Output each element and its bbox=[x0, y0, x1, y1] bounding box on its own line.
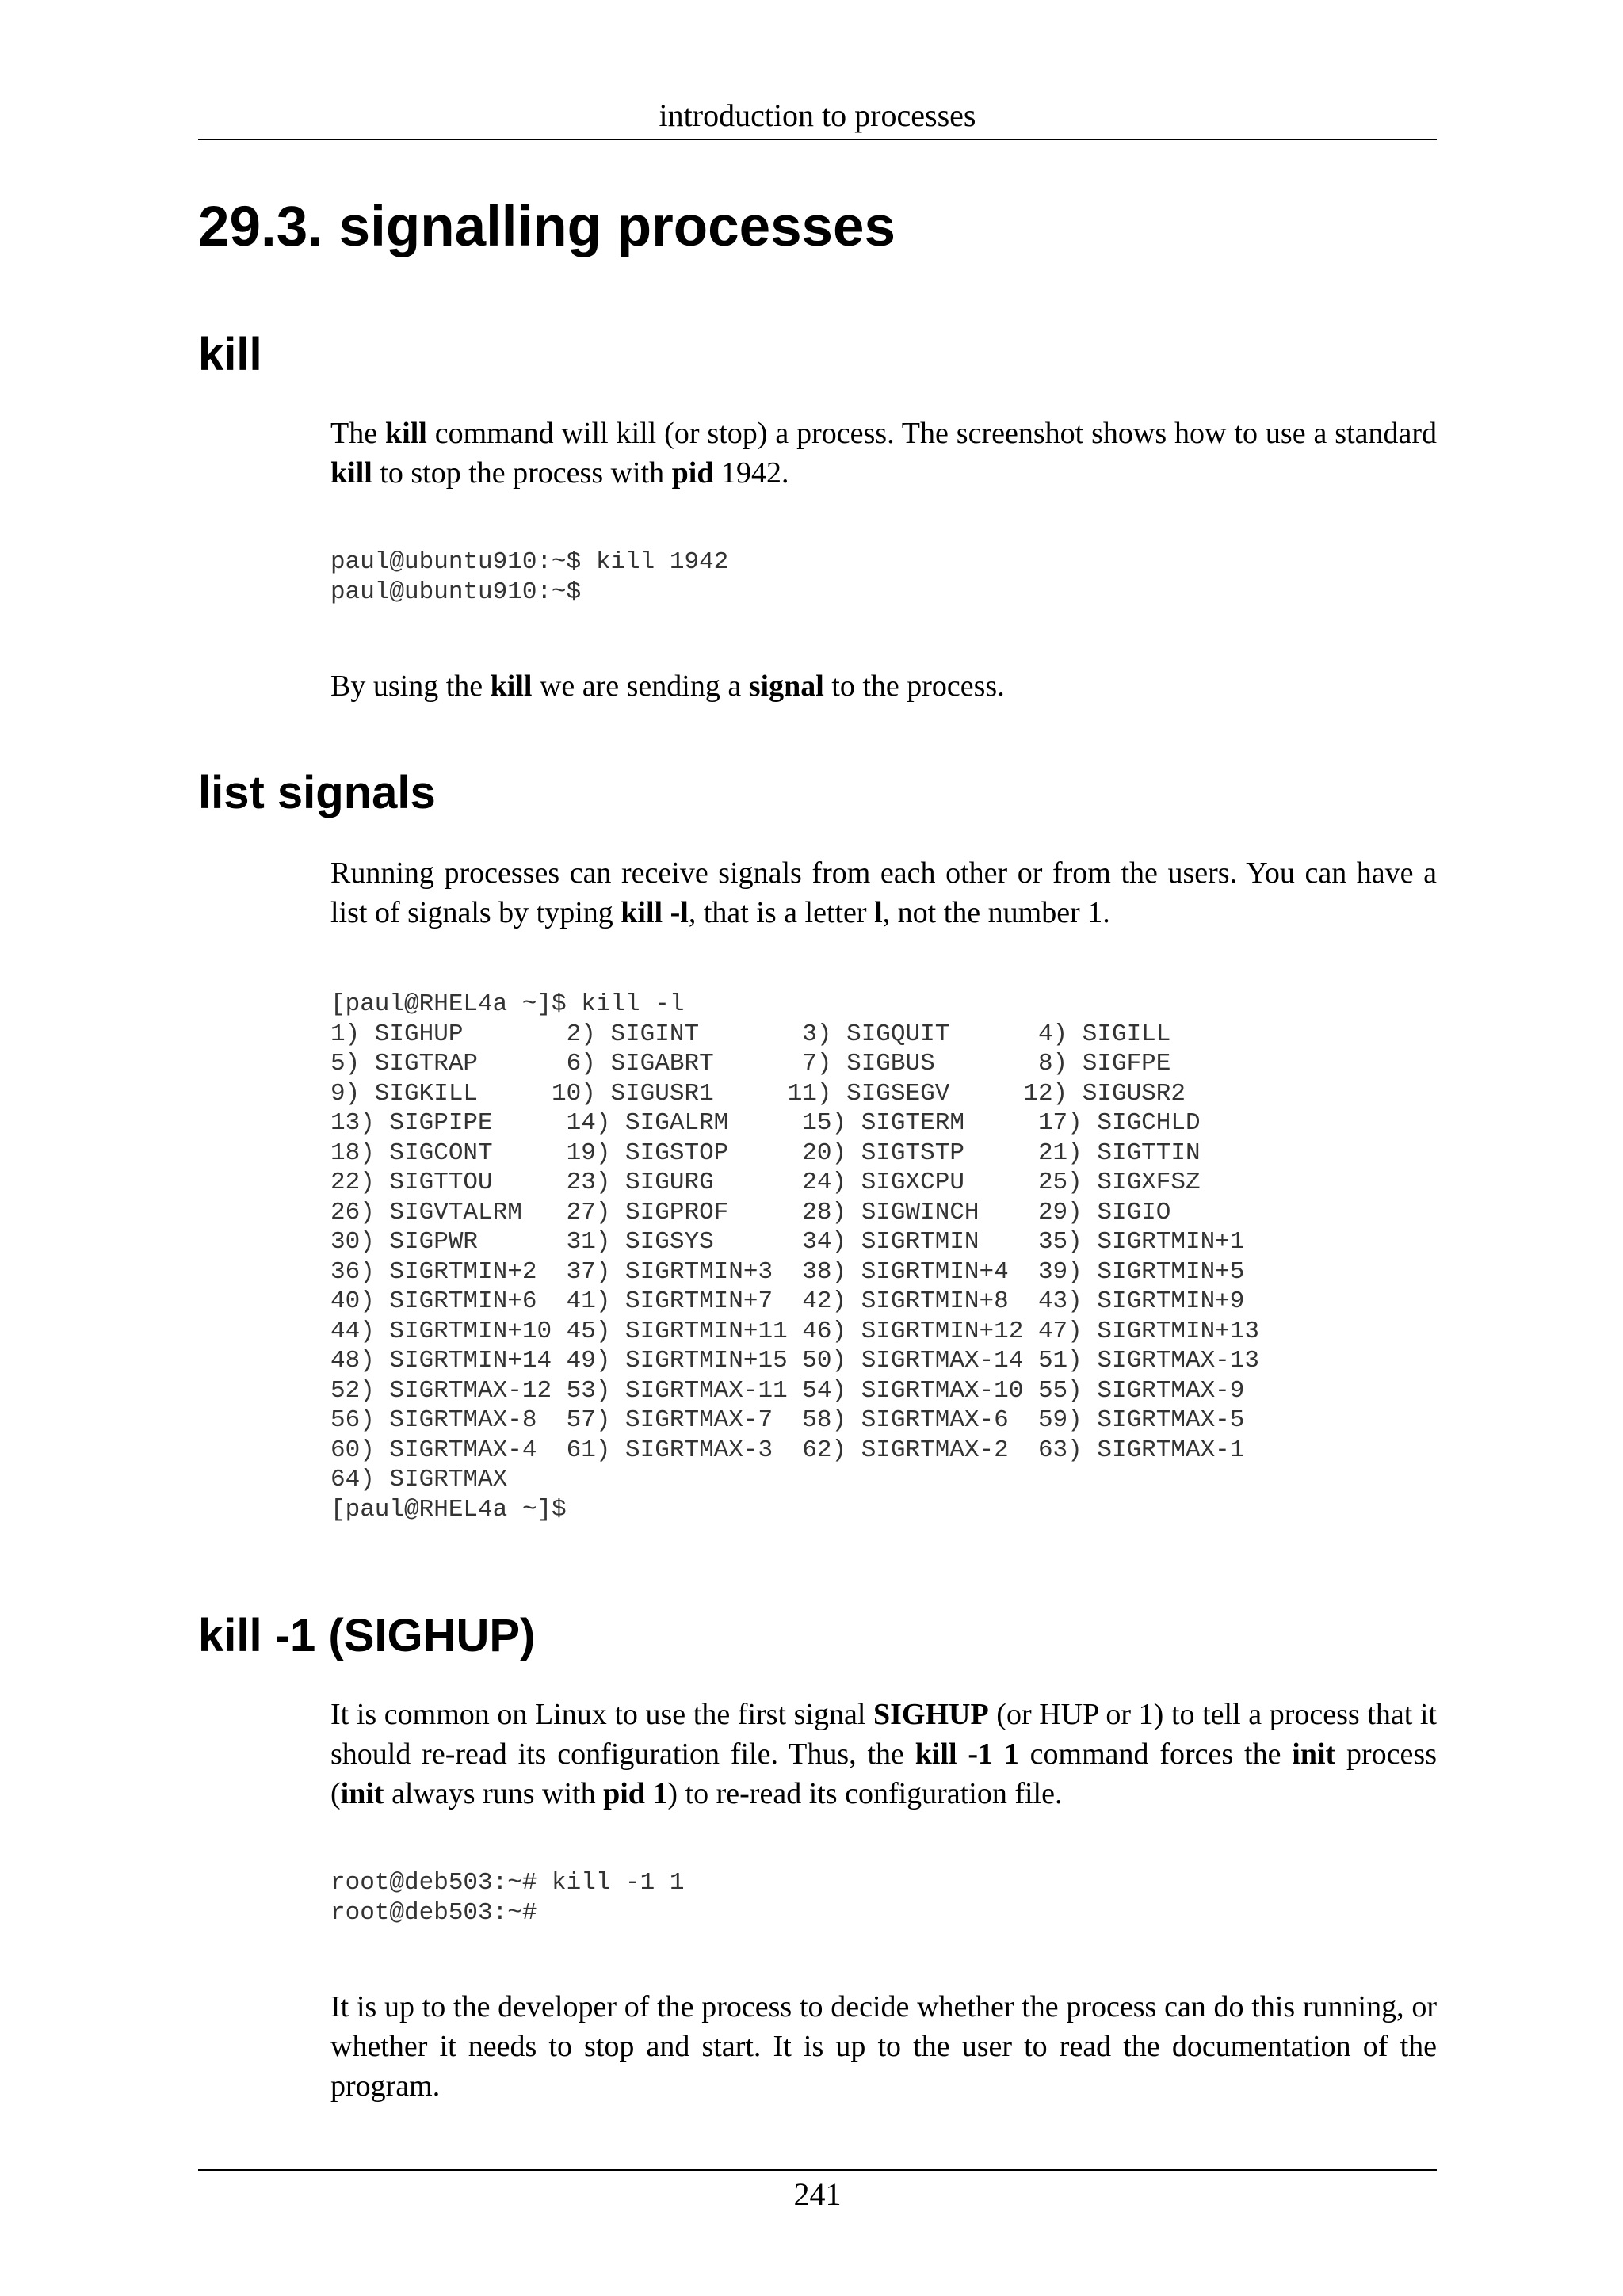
terminal-line: 44) SIGRTMIN+10 45) SIGRTMIN+11 46) SIGRTMIN+12 47) SIGRTMIN+13 bbox=[330, 1317, 1259, 1345]
terminal-line: 13) SIGPIPE 14) SIGALRM 15) SIGTERM 17) SIGCHLD bbox=[330, 1109, 1201, 1137]
running-header: introduction to processes bbox=[659, 97, 976, 133]
terminal-line: paul@ubuntu910:~$ kill 1942 bbox=[330, 548, 729, 576]
terminal-line: 52) SIGRTMAX-12 53) SIGRTMAX-11 54) SIGRTMAX-10 55) SIGRTMAX-9 bbox=[330, 1376, 1245, 1405]
sighup-paragraph: It is common on Linux to use the first signal SIGHUP (or HUP or 1) to tell a process that it should re-read its configuration file. Thus, the kill -1 1 command forces the init process (init always runs with pid 1) to re-read its configuration file. bbox=[330, 1698, 1437, 1810]
chapter-title: 29.3. signalling processes bbox=[198, 196, 896, 258]
list-signals-paragraph: Running processes can receive signals from each other or from the users. You can have a list of signals by typing kill -l, that is a letter l, not the number 1. bbox=[330, 856, 1437, 929]
terminal-line: [paul@RHEL4a ~]$ bbox=[330, 1495, 567, 1524]
terminal-line: 64) SIGRTMAX bbox=[330, 1466, 508, 1493]
terminal-line: [paul@RHEL4a ~]$ kill -l bbox=[330, 990, 685, 1018]
section-heading-list-signals: list signals bbox=[198, 767, 436, 818]
terminal-line: 5) SIGTRAP 6) SIGABRT 7) SIGBUS 8) SIGFPE bbox=[330, 1050, 1171, 1077]
terminal-line: 60) SIGRTMAX-4 61) SIGRTMAX-3 62) SIGRTMAX-2 63) SIGRTMAX-1 bbox=[330, 1436, 1245, 1464]
terminal-line: 18) SIGCONT 19) SIGSTOP 20) SIGTSTP 21) SIGTTIN bbox=[330, 1138, 1201, 1167]
kill-intro-paragraph: The kill command will kill (or stop) a process. The screenshot shows how to use a standard kill to stop the process with pid 1942. bbox=[330, 417, 1438, 490]
terminal-line: 40) SIGRTMIN+6 41) SIGRTMIN+7 42) SIGRTMIN+8 43) SIGRTMIN+9 bbox=[330, 1287, 1245, 1315]
terminal-line: 1) SIGHUP 2) SIGINT 3) SIGQUIT 4) SIGILL bbox=[330, 1020, 1171, 1048]
developer-note-paragraph: It is up to the developer of the process to decide whether the process can do this running, or whether it needs to stop and start. It is up to the user to read the documentation of the program. bbox=[330, 1990, 1437, 2103]
page-number: 241 bbox=[793, 2176, 842, 2212]
terminal-line: 22) SIGTTOU 23) SIGURG 24) SIGXCPU 25) SIGXFSZ bbox=[330, 1169, 1201, 1196]
kill-signal-paragraph: By using the kill we are sending a signal to the process. bbox=[330, 669, 1005, 703]
header-rule bbox=[198, 139, 1437, 140]
terminal-line: paul@ubuntu910:~$ bbox=[330, 578, 582, 606]
terminal-line: 48) SIGRTMIN+14 49) SIGRTMIN+15 50) SIGRTMAX-14 51) SIGRTMAX-13 bbox=[330, 1347, 1259, 1375]
footer-rule bbox=[198, 2169, 1437, 2171]
section-heading-sighup: kill -1 (SIGHUP) bbox=[198, 1610, 536, 1661]
kill-terminal-screen bbox=[330, 547, 728, 607]
section-heading-kill: kill bbox=[198, 329, 262, 380]
terminal-line: 9) SIGKILL 10) SIGUSR1 11) SIGSEGV 12) SIGUSR2 bbox=[330, 1079, 1186, 1108]
terminal-line: 56) SIGRTMAX-8 57) SIGRTMAX-7 58) SIGRTMAX-6 59) SIGRTMAX-5 bbox=[330, 1406, 1245, 1434]
terminal-line: 26) SIGVTALRM 27) SIGPROF 28) SIGWINCH 29) SIGIO bbox=[330, 1198, 1171, 1226]
terminal-line: root@deb503:~# bbox=[330, 1898, 537, 1927]
terminal-line: 36) SIGRTMIN+2 37) SIGRTMIN+3 38) SIGRTMIN+4 39) SIGRTMIN+5 bbox=[330, 1257, 1245, 1286]
terminal-line: root@deb503:~# kill -1 1 bbox=[330, 1869, 685, 1897]
signal-list-terminal-screen bbox=[330, 990, 1259, 1524]
terminal-line: 30) SIGPWR 31) SIGSYS 34) SIGRTMIN 35) SIGRTMIN+1 bbox=[330, 1228, 1245, 1256]
sighup-terminal-screen bbox=[330, 1868, 684, 1928]
